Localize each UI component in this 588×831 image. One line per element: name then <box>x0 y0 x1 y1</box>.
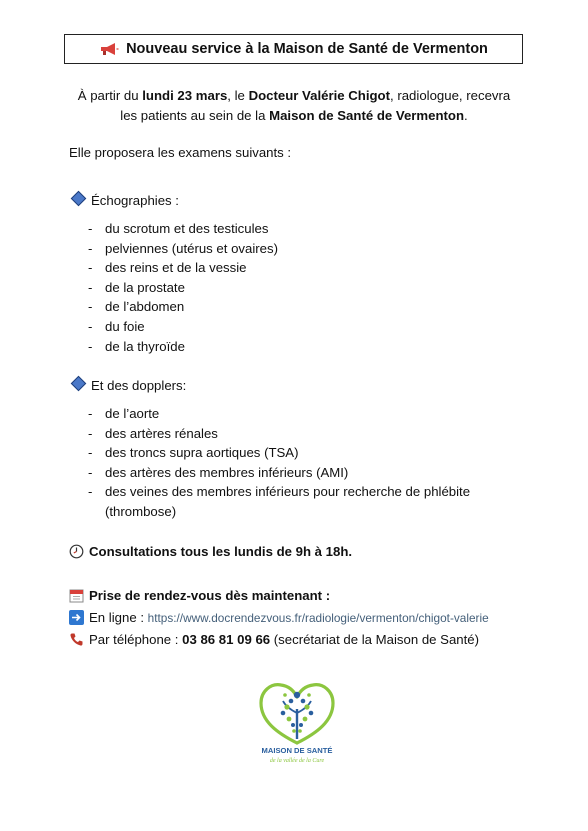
phone-note: (secrétariat de la Maison de Santé) <box>270 632 480 647</box>
diamond-icon <box>71 191 87 207</box>
phone-line <box>69 630 479 650</box>
intro-text: À partir du <box>77 88 143 103</box>
intro-text: . <box>464 108 468 123</box>
booking-heading-text: Prise de rendez-vous dès maintenant : <box>89 588 331 603</box>
booking-link[interactable]: https://www.docrendezvous.fr/radiologie/vermenton/chigot-valerie <box>147 611 489 625</box>
list-item: - de la thyroïde <box>88 337 278 357</box>
online-label: En ligne : <box>89 610 148 625</box>
echographies-heading <box>69 191 179 211</box>
dopplers-heading <box>69 376 186 396</box>
list-item: - de la prostate <box>88 278 278 298</box>
list-item: - des troncs supra aortiques (TSA) <box>88 443 470 463</box>
list-item: - pelviennes (utérus et ovaires) <box>88 239 278 259</box>
intro-text: , le <box>227 88 249 103</box>
consultations-text: Consultations tous les lundis de 9h à 18h. <box>89 544 353 559</box>
booking-heading <box>69 586 330 606</box>
megaphone-icon <box>99 42 119 56</box>
logo-tagline: de la vallée de la Cure <box>269 758 325 764</box>
date-text: lundi 23 mars <box>142 88 228 103</box>
echographies-list <box>88 219 278 356</box>
list-item-continuation: (thrombose) <box>105 503 177 519</box>
page-title: Nouveau service à la Maison de Santé de Vermenton <box>126 41 488 57</box>
dopplers-list <box>88 404 470 522</box>
section-label: Échographies : <box>91 193 179 208</box>
phone-number[interactable]: 03 86 81 09 66 <box>182 632 271 647</box>
intro-text: les patients au sein de la <box>120 108 270 123</box>
diamond-icon <box>71 376 87 392</box>
online-line <box>69 608 489 628</box>
title-box <box>64 34 523 64</box>
logo-name: MAISON DE SANTÉ <box>261 746 333 755</box>
doctor-name: Docteur Valérie Chigot <box>248 88 390 103</box>
clock-icon <box>69 544 84 559</box>
list-item: - des artères rénales <box>88 424 470 444</box>
intro-paragraph <box>64 86 524 126</box>
phone-icon <box>69 632 84 647</box>
phone-label: Par téléphone : <box>89 632 183 647</box>
list-item: - des reins et de la vessie <box>88 258 278 278</box>
consultations-line <box>69 542 352 562</box>
list-item: - des veines des membres inférieurs pour recherche de phlébite <box>88 482 470 502</box>
place-name: Maison de Santé de Vermenton <box>269 108 465 123</box>
list-item: - des artères des membres inférieurs (AMI) <box>88 463 470 483</box>
list-item: - du scrotum et des testicules <box>88 219 278 239</box>
list-item: - de l’abdomen <box>88 297 278 317</box>
arrow-right-icon <box>69 610 84 625</box>
section-label: Et des dopplers: <box>91 378 187 393</box>
intro-text: , radiologue, recevra <box>390 88 511 103</box>
list-item: - de l’aorte <box>88 404 470 424</box>
lead-text: Elle proposera les examens suivants : <box>69 145 292 160</box>
list-item: - du foie <box>88 317 278 337</box>
logo <box>247 675 347 765</box>
calendar-icon <box>69 588 84 603</box>
